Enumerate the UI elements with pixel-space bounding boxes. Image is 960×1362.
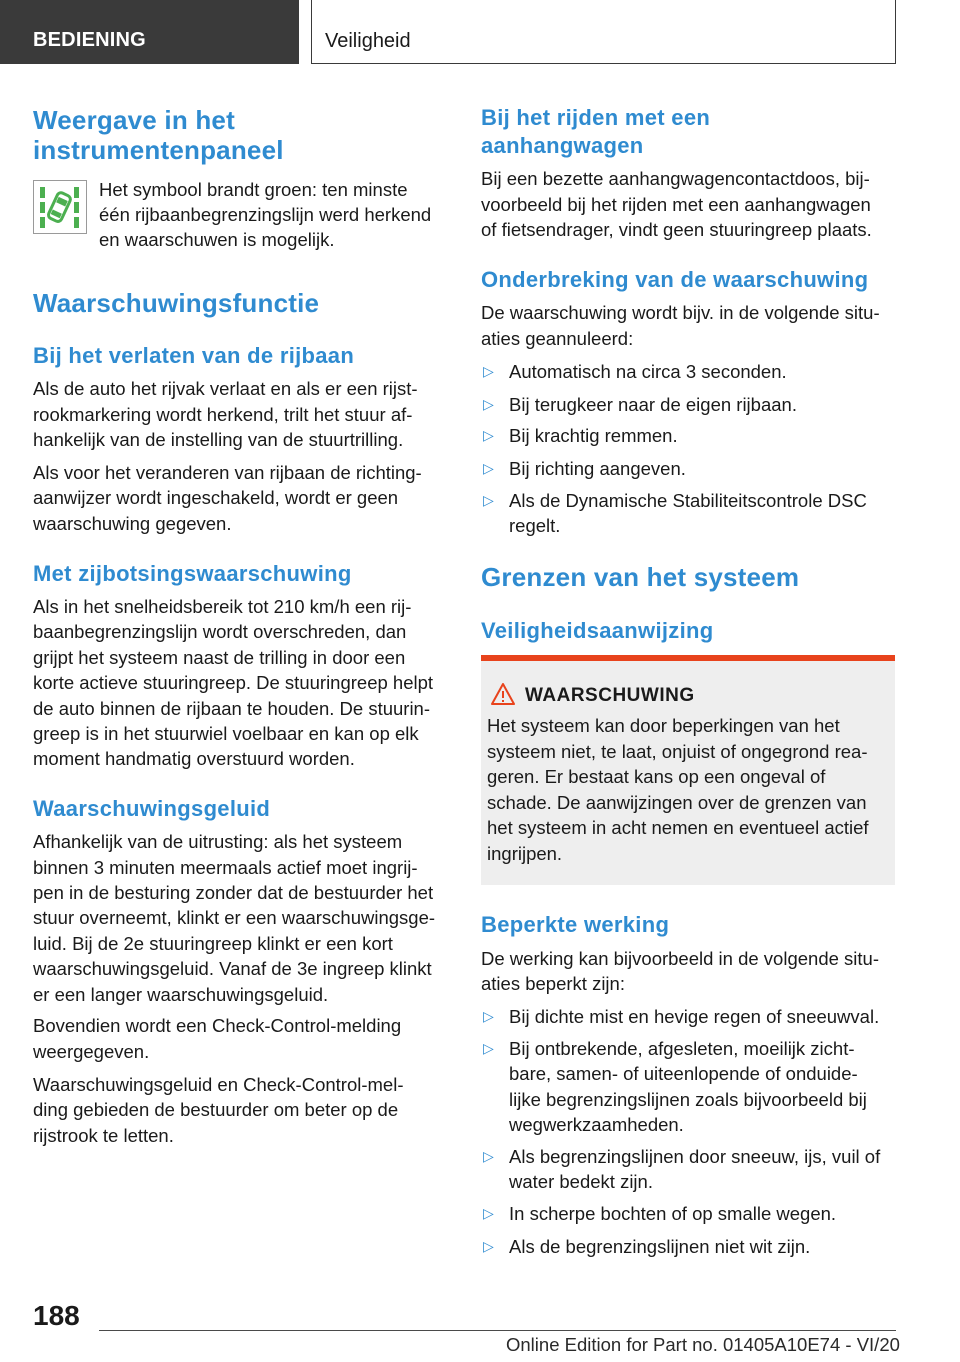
list-item-text: regelt. xyxy=(509,515,561,536)
list-item xyxy=(481,1201,836,1227)
warning-line: systeem niet, te laat, onjuist of ongegrond rea- xyxy=(487,740,868,762)
sound-p2-line: weergegeven. xyxy=(33,1041,150,1062)
leaving-p1-line: hankelijk van de instelling van de stuurtrilling. xyxy=(33,429,404,450)
list-item xyxy=(481,1234,810,1260)
warning-triangle-icon xyxy=(490,682,516,706)
warning-line: het systeem in acht nemen en eventueel actief xyxy=(487,817,869,838)
warning-title: WAARSCHUWING xyxy=(525,685,695,706)
list-item-text: Bij terugkeer naar de eigen rijbaan. xyxy=(509,394,797,415)
sound-p1-line: pen in de besturing zonder dat de bestuurder het xyxy=(33,882,434,903)
list-item-text: water bedekt zijn. xyxy=(509,1171,653,1192)
list-item xyxy=(481,1004,879,1030)
triangle-right-icon: ▷ xyxy=(483,492,494,508)
warning-line: Het systeem kan door beperkingen van het xyxy=(487,715,840,736)
interrupt-p-line: aties geannuleerd: xyxy=(481,328,634,349)
page-number: 188 xyxy=(33,1300,80,1331)
list-item-text: Als de Dynamische Stabiliteitscontrole DSC xyxy=(509,490,867,511)
list-item-text: In scherpe bochten of op smalle wegen. xyxy=(509,1203,837,1224)
side-p-line: moment handmatig overstuurd worden. xyxy=(33,748,355,769)
sound-p1-line: stuur overneemt, klinkt er een waarschuwingsge- xyxy=(33,907,436,928)
list-item-text: Bij ontbrekende, afgesleten, moeilijk zicht- xyxy=(509,1038,855,1059)
sound-p3-line: ding gebieden de bestuurder om beter op de xyxy=(33,1099,399,1120)
display-title-line1: Weergave in het xyxy=(33,105,235,135)
trailer-title-line2: aanhangwagen xyxy=(481,133,644,158)
sound-p3-line: Waarschuwingsgeluid en Check-Control-mel- xyxy=(33,1074,404,1095)
safety-title: Veiligheidsaanwijzing xyxy=(481,618,714,643)
triangle-right-icon: ▷ xyxy=(483,1040,494,1056)
list-item-text: Bij dichte mist en hevige regen of sneeuwval. xyxy=(509,1006,880,1027)
side-p-line: grijpt het systeem naast de trilling in door een xyxy=(33,647,406,668)
side-p-line: korte actieve stuuringreep. De stuuringreep helpt xyxy=(33,672,434,693)
warning-line: schade. De aanwijzingen over de grenzen van xyxy=(487,791,867,813)
side-p-line: greep is in het stuurwiel voelbaar en kan op elk xyxy=(33,723,419,744)
lane-departure-icon xyxy=(33,180,87,234)
list-item xyxy=(481,423,678,449)
display-title-line2: instrumentenpaneel xyxy=(33,135,284,165)
triangle-right-icon: ▷ xyxy=(483,427,494,443)
triangle-right-icon: ▷ xyxy=(483,460,494,476)
trailer-title-line1: Bij het rijden met een xyxy=(481,105,711,130)
leaving-p1-line: Als de auto het rijvak verlaat en als er een rijst- xyxy=(33,378,418,399)
warning-line: ingrijpen. xyxy=(487,842,563,864)
triangle-right-icon: ▷ xyxy=(483,1205,494,1221)
list-item xyxy=(481,456,686,482)
sound-p1-line: waarschuwingsgeluid. Vanaf de 3e ingreep klinkt xyxy=(33,958,432,979)
trailer-p-line: Bij een bezette aanhangwagencontactdoos, bij- xyxy=(481,168,870,189)
function-title: Waarschuwingsfunctie xyxy=(33,288,320,318)
section-label: BEDIENING xyxy=(33,29,146,51)
list-item-text: Bij krachtig remmen. xyxy=(509,425,678,446)
limited-title: Beperkte werking xyxy=(481,912,670,937)
list-item xyxy=(481,1144,880,1170)
leaving-p2-line: waarschuwing gegeven. xyxy=(33,513,232,534)
list-item xyxy=(481,359,787,385)
list-item-text: wegwerkzaamheden. xyxy=(509,1114,684,1135)
list-item-text: Automatisch na circa 3 seconden. xyxy=(509,361,787,382)
sound-p1-line: Afhankelijk van de uitrusting: als het systeem xyxy=(33,831,403,852)
triangle-right-icon: ▷ xyxy=(483,1008,494,1024)
sound-p1-line: er een langer waarschuwingsgeluid. xyxy=(33,984,329,1005)
leaving-title: Bij het verlaten van de rijbaan xyxy=(33,343,355,368)
side-p-line: Als in het snelheidsbereik tot 210 km/h een rij- xyxy=(33,596,412,617)
display-text-3: en waarschuwen is mogelijk. xyxy=(99,229,335,250)
display-text-2: één rijbaanbegrenzingslijn werd herkend xyxy=(99,204,432,225)
display-text-1: Het symbool brandt groen: ten minste xyxy=(99,179,408,200)
list-item-text: Bij richting aangeven. xyxy=(509,458,686,479)
chapter-label: Veiligheid xyxy=(325,30,411,52)
trailer-p-line: of fietsendrager, vindt geen stuuringreep plaats. xyxy=(481,219,872,240)
interrupt-title: Onderbreking van de waarschuwing xyxy=(481,267,869,292)
list-item xyxy=(481,488,867,514)
interrupt-p-line: De waarschuwing wordt bijv. in de volgende situ- xyxy=(481,302,880,323)
limited-p-line: De werking kan bijvoorbeeld in de volgende situ- xyxy=(481,948,879,969)
side-p-line: de auto binnen de rijbaan te houden. De stuurin- xyxy=(33,698,431,719)
leaving-p2-line: Als voor het veranderen van rijbaan de richting- xyxy=(33,462,422,483)
triangle-right-icon: ▷ xyxy=(483,1238,494,1254)
triangle-right-icon: ▷ xyxy=(483,1148,494,1164)
list-item-text: Als begrenzingslijnen door sneeuw, ijs, vuil of xyxy=(509,1146,881,1167)
footer-edition: Online Edition for Part no. 01405A10E74 - VI/20 xyxy=(506,1334,900,1355)
triangle-right-icon: ▷ xyxy=(483,396,494,412)
list-item xyxy=(481,1036,855,1062)
sound-p1-line: luid. Bij de 2e stuuringreep klinkt er een kort xyxy=(33,933,393,954)
list-item xyxy=(481,392,797,418)
leaving-p2-line: aanwijzer wordt ingeschakeld, wordt er geen xyxy=(33,487,399,508)
sound-p1-line: binnen 3 minuten meermaals actief moet ingrij- xyxy=(33,857,418,878)
limits-title: Grenzen van het systeem xyxy=(481,562,800,592)
triangle-right-icon: ▷ xyxy=(483,363,494,379)
leaving-p1-line: rookmarkering wordt herkend, trilt het stuur af- xyxy=(33,404,413,425)
list-item-text: lijke begrenzingslijnen zoals bijvoorbeeld bij xyxy=(509,1089,867,1110)
limited-p-line: aties beperkt zijn: xyxy=(481,973,625,994)
warning-text xyxy=(487,713,887,866)
side-title: Met zijbotsingswaarschuwing xyxy=(33,561,352,586)
sound-p2-line: Bovendien wordt een Check-Control-melding xyxy=(33,1015,402,1036)
side-p-line: baanbegrenzingslijn wordt overschreden, dan xyxy=(33,621,407,642)
list-item-text: Als de begrenzingslijnen niet wit zijn. xyxy=(509,1236,811,1257)
list-item-text: bare, samen- of uiteenlopende of onduide- xyxy=(509,1063,858,1084)
warning-line: geren. Er bestaat kans op een ongeval of xyxy=(487,766,826,787)
footer-divider xyxy=(99,1330,896,1331)
trailer-p-line: voorbeeld bij het rijden met een aanhangwagen xyxy=(481,194,871,215)
sound-title: Waarschuwingsgeluid xyxy=(33,796,271,821)
sound-p3-line: rijstrook te letten. xyxy=(33,1125,174,1146)
